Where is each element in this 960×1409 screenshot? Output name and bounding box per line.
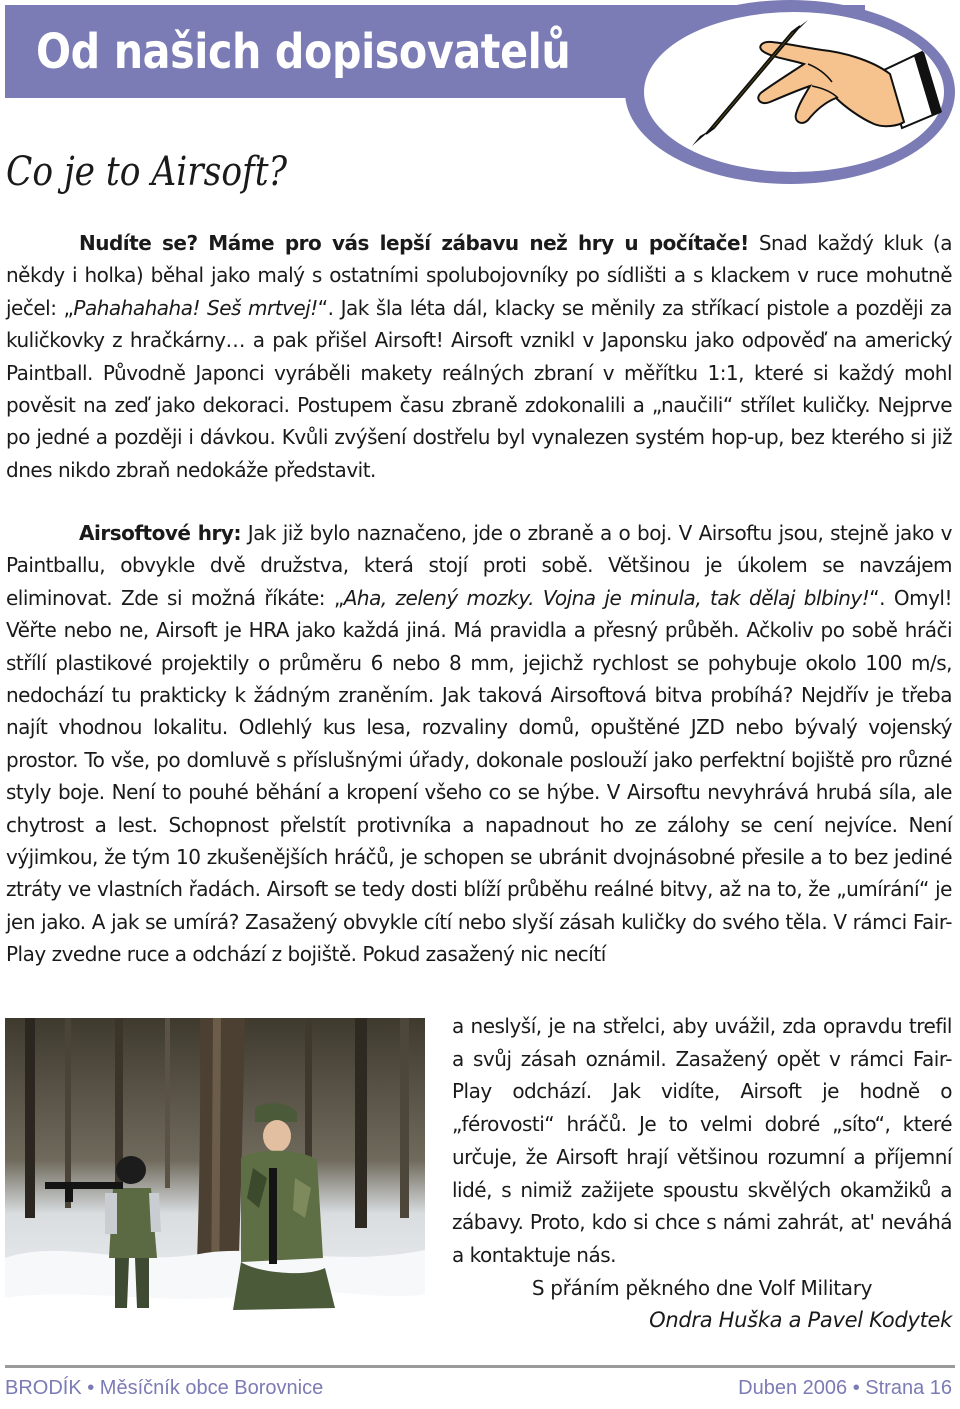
- games-paragraph-continued: a neslyší, je na střelci, aby uvážil, zda opravdu trefil a svůj zásah oznámil. Zasažený opět v rámci Fair-Play odchází. Jak vidíte, Airsoft je hodně o „férovosti“ hráčů. Je to velmi dobré „síto“, které určuje, že Airsoft hrají většinou rozumní a příjemní lidé, s nimiž zažijete spoustu skvělých okamžiků a zábavy. Proto, kdo si chce s námi zahrát, at' neváhá a kontaktuje nás.: [452, 1014, 952, 1267]
- intro-text-1: Snad každý kluk (a někdy i holka) běhal jako malý s ostatními spolubojovníky po sídlišti a s klackem v ruce mohutně ječel: „: [6, 231, 952, 320]
- section-title: Od našich dopisovatelů: [36, 24, 571, 80]
- games-quote: Aha, zelený mozky. Vojna je minula, tak dělaj blbiny!: [343, 585, 870, 610]
- intro-paragraph: [6, 227, 952, 486]
- closing-greeting: S přáním pěkného dne Volf Military: [531, 1276, 873, 1300]
- intro-lead: Nudíte se? Máme pro vás lepší zábavu než hry u počítače!: [79, 231, 749, 255]
- footer-issue-page: Duben 2006 • Strana 16: [738, 1377, 952, 1399]
- footer-publication: BRODÍK • Měsíčník obce Borovnice: [5, 1377, 324, 1399]
- intro-quote: Pahahahaha! Seš mrtvej!: [73, 295, 318, 320]
- airsoft-players-in-snowy-forest-icon: [5, 1018, 425, 1334]
- games-text-2: “. Omyl! Věřte nebo ne, Airsoft je HRA jako každá jiná. Má pravidla a přesný průběh. Ačkoliv po sobě hráči střílí plastikové projektily o průměru 6 nebo 8 mm, jejichž rychlost se pohybuje okolo 100 m/s, nedochází tu prakticky k žádným zraněním. Jak taková Airsoftová bitva probíhá? Nejdřív je třeba najít vhodnou lokalitu. Odlehlý kus lesa, rozvaliny domů, opuštěné JZD nebo bývalý vojenský prostor. To vše, po domluvě s příslušnými úřady, dokonale poslouží jako perfektní bojiště pro různé styly boje. Není to pouhé běhání a kropení všeho co se hýbe. V Airsoftu nevyhrává hrubá síla, ale chytrost a lest. Schopnost přelstít protivníka a napadnout ho ze zálohy se cení nejvíce. Není výjimkou, že tým 10 zkušenějších hráčů, je schopen se ubránit dvojnásobné přesile a to bez jediné ztráty ve vlastních řadách. Airsoft se tedy dosti blíží průběhu reálné bitvy, až na to, že „umírání“ je jen jako. A jak se umírá? Zasažený obvykle cítí nebo slyší zásah kuličky do svého těla. V rámci Fair-Play zvedne ruce a odchází z bojiště. Pokud zasažený nic necítí: [6, 585, 952, 967]
- hand-writing-with-pen-icon: [622, 0, 958, 188]
- intro-text-2: “. Jak šla léta dál, klacky se měnily za stříkací pistole a později za kuličkovky z hračkárny… a pak přišel Airsoft! Airsoft vznikl v Japonsku jako odpověď na americký Paintball. Původně Japonci vyráběli makety reálných zbraní v měřítku 1:1, které si každý mohl pověsit na zeď jako dekoraci. Postupem času zbraně zdokonalili a „naučili“ střílet kuličky. Nejprve po jedné a později i dávkou. Kvůli zvýšení dostřelu byl vynalezen systém hop-up, bez kterého si již dnes nikdo zbraň nedokáže představit.: [6, 295, 952, 482]
- article-authors: Ondra Huška a Pavel Kodytek: [649, 1308, 952, 1332]
- article-title: Co je to Airsoft?: [6, 149, 288, 195]
- footer-divider: [5, 1365, 955, 1368]
- games-text-1: Jak již bylo naznačeno, jde o zbraně a o boj. V Airsoftu jsou, stejně jako v Paintballu, obvykle dvě družstva, která stojí proti sobě. Většinou je úkolem se navzájem eliminovat. Zde si možná říkáte: „: [6, 521, 953, 610]
- games-paragraph: [6, 517, 952, 971]
- games-lead: Airsoftové hry:: [79, 521, 241, 545]
